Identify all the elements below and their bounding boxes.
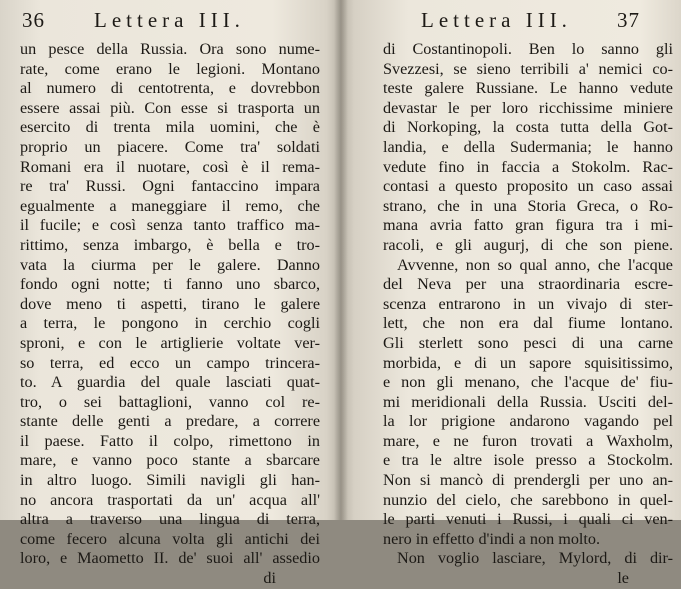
catchword: di bbox=[263, 569, 276, 588]
right-running-title: Lettera III. bbox=[421, 8, 572, 32]
text-line: dove meno ti aspetti, tirano le galere bbox=[20, 294, 320, 313]
text-line: mare, e ne furon trovati a Waxholm, bbox=[383, 431, 673, 450]
text-line: devastar le per loro ricchissime miniere bbox=[383, 98, 673, 117]
text-line: il paese. Fatto il colpo, rimettono in bbox=[20, 431, 320, 450]
text-line: Romani era il nuotare, così è il rema- bbox=[20, 157, 320, 176]
text-line: a terra, le pongono in cerchio cogli bbox=[20, 314, 320, 333]
text-line: esercito di trenta mila uomini, che è bbox=[20, 118, 320, 137]
text-line: come fecero alcuna volta gli antichi dei bbox=[20, 529, 320, 548]
right-running-head bbox=[385, 8, 675, 34]
text-line: Svezzesi, se sieno terribili a' nemici co- bbox=[383, 59, 673, 78]
text-line: to. A guardia del quale lasciati quat- bbox=[20, 373, 320, 392]
text-line: loro, e Maometto II. de' suoi all' assedio bbox=[20, 549, 320, 568]
left-running-title: Lettera III. bbox=[94, 8, 245, 32]
text-line: contasi a questo proposito un caso assai bbox=[383, 177, 673, 196]
left-page bbox=[0, 0, 340, 588]
text-line: rittimo, senza imbargo, è bella e tro- bbox=[20, 235, 320, 254]
text-line: fondo ogni notte; ti fanno uno sbarco, bbox=[20, 275, 320, 294]
text-line: Non voglio lasciare, Mylord, di dir- bbox=[397, 549, 673, 568]
text-line: racoli, e gli augurj, di che son piene. bbox=[383, 235, 673, 254]
text-line: un pesce della Russia. Ora sono nume- bbox=[20, 40, 320, 58]
text-line: sproni, e con le artiglierie voltate ver- bbox=[20, 333, 320, 352]
text-line: tro, o sei battaglioni, vanno col re- bbox=[20, 392, 320, 411]
text-line: Non si mancò di prendergli per uno an- bbox=[383, 471, 673, 490]
text-line: no ancora trasportati da un' acqua all' bbox=[20, 490, 320, 509]
text-line: morbida, e di un sapore squisitissimo, bbox=[383, 353, 673, 372]
text-line: al numero di centotrenta, e dovrebbon bbox=[20, 79, 320, 98]
text-line: nunzio del cielo, che sarebbono in quel- bbox=[383, 490, 673, 509]
text-line: e non gli menano, che l'acque de' fiu- bbox=[383, 373, 673, 392]
right-page-number: 37 bbox=[617, 8, 640, 32]
text-line: scenza entrarono in un vivajo di ster- bbox=[383, 294, 673, 313]
text-line: vata la ciurma per le galere. Danno bbox=[20, 255, 320, 274]
text-line: in altro luogo. Simili navigli gli han- bbox=[20, 471, 320, 490]
text-line: strano, che in una Storia Greca, o Ro- bbox=[383, 196, 673, 215]
text-line: mana avria fatto gran figura tra i mi- bbox=[383, 216, 673, 235]
text-line: mi meridionali della Russia. Usciti del- bbox=[383, 392, 673, 411]
text-line: il fucile; e così senza tanto traffico ma- bbox=[20, 216, 320, 235]
text-line: re tra' Russi. Ogni fantaccino impara bbox=[20, 177, 320, 196]
text-line: teste galere Russiane. Le hanno vedute bbox=[383, 79, 673, 98]
text-line: vedute fino in faccia a Stokolm. Rac- bbox=[383, 157, 673, 176]
left-running-head bbox=[22, 8, 322, 34]
text-line: lett, che non era dal fiume lontano. bbox=[383, 314, 673, 333]
text-line: del Neva per una straordinaria escre- bbox=[383, 275, 673, 294]
text-line: rate, come erano le legioni. Montano bbox=[20, 59, 320, 78]
text-line: Gli sterlett sono pesci di una carne bbox=[383, 333, 673, 352]
text-line: altra a traverso una lingua di terra, bbox=[20, 510, 320, 529]
right-page-body bbox=[383, 40, 673, 589]
left-page-body bbox=[20, 40, 320, 589]
right-page bbox=[341, 0, 681, 588]
text-line: le parti venuti i Russi, i quali ci ven- bbox=[383, 510, 673, 529]
text-line: essere assai più. Con esse si trasporta un bbox=[20, 98, 320, 117]
text-line: e tra le altre isole presso a Stockolm. bbox=[383, 451, 673, 470]
text-line: mare, e vanno poco stante a sbarcare bbox=[20, 451, 320, 470]
text-line: la lor prigione andarono vagando pel bbox=[383, 412, 673, 431]
text-line: di Costantinopoli. Ben lo sanno gli bbox=[383, 40, 673, 58]
text-line: nero in effetto d'indi a non molto. bbox=[383, 529, 601, 548]
text-line: proprio un piacere. Come tra' soldati bbox=[20, 137, 320, 156]
text-line: stante delle genti a predare, a correre bbox=[20, 412, 320, 431]
catchword: le bbox=[617, 569, 629, 588]
text-line: landia, e della Sudermania; le hanno bbox=[383, 137, 673, 156]
text-line: di Norkoping, la costa tutta della Got- bbox=[383, 118, 673, 137]
text-line: so terra, ed ecco un campo trincera- bbox=[20, 353, 320, 372]
left-page-number: 36 bbox=[22, 8, 45, 32]
text-line: Avvenne, non so qual anno, che l'acque bbox=[397, 255, 673, 274]
text-line: egualmente a maneggiare il remo, che bbox=[20, 196, 320, 215]
